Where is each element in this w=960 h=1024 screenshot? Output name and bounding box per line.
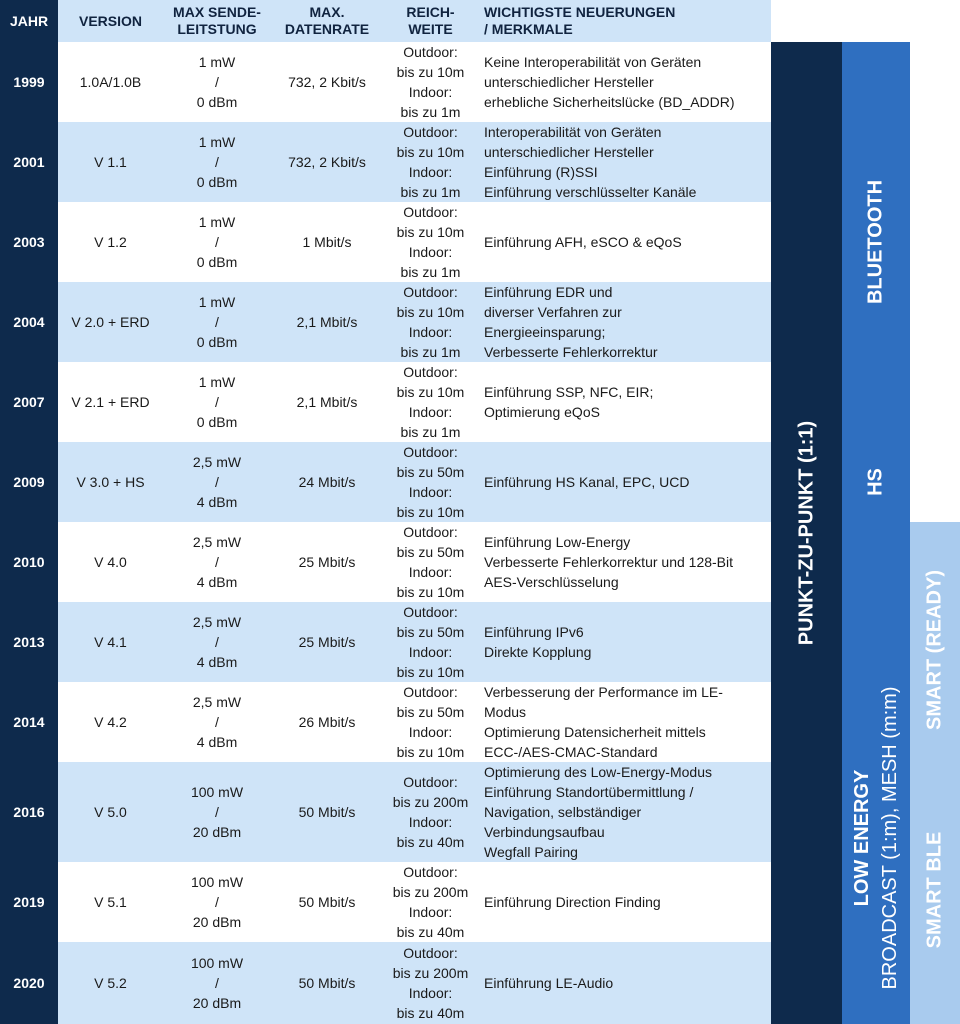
feature-line: Verbesserte Fehlerkorrektur und 128-Bit — [484, 554, 734, 570]
power-cell — [163, 762, 271, 862]
power-line: 0 dBm — [196, 174, 238, 190]
rate-cell: 732, 2 Kbit/s — [271, 122, 383, 202]
range-line: bis zu 50m — [396, 544, 465, 560]
feature-line: erhebliche Sicherheitslücke (BD_ADDR) — [484, 94, 735, 110]
rate-cell: 2,1 Mbit/s — [271, 282, 383, 362]
power-cell — [163, 42, 271, 122]
features-cell — [478, 42, 771, 122]
year-cell: 2014 — [0, 682, 58, 762]
power-line: 0 dBm — [196, 414, 238, 430]
header-rate-line-1: MAX. — [309, 4, 345, 20]
power-line: / — [215, 154, 219, 170]
year-cell: 2010 — [0, 522, 58, 602]
header-power-line-2: LEITSTUNG — [177, 21, 257, 37]
year-cell: 2004 — [0, 282, 58, 362]
feature-line: Einführung AFH, eSCO & eQoS — [484, 234, 682, 250]
power-line: / — [215, 894, 219, 910]
band-punkt-zu-punkt — [771, 42, 842, 1024]
range-line: bis zu 1m — [400, 264, 461, 280]
feature-line: Optimierung eQoS — [484, 404, 600, 420]
header-range — [383, 0, 478, 42]
table-row — [0, 682, 771, 762]
header-features-line-1: WICHTIGSTE NEUERUNGEN — [484, 4, 676, 20]
power-line: 4 dBm — [196, 734, 238, 750]
feature-line: Verbindungsaufbau — [484, 824, 605, 840]
range-line: Outdoor: — [403, 524, 458, 540]
range-line: bis zu 10m — [396, 584, 465, 600]
power-line: / — [215, 554, 219, 570]
feature-line: Keine Interoperabilität von Geräten — [484, 54, 702, 70]
version-cell: V 5.2 — [58, 942, 163, 1024]
rate-cell: 25 Mbit/s — [271, 522, 383, 602]
range-line: bis zu 10m — [396, 304, 465, 320]
range-line: Outdoor: — [403, 774, 458, 790]
range-line: bis zu 10m — [396, 144, 465, 160]
table-header — [0, 0, 771, 42]
range-line: Indoor: — [408, 404, 453, 420]
power-cell — [163, 442, 271, 522]
power-line: 1 mW — [198, 294, 236, 310]
power-line: / — [215, 234, 219, 250]
power-line: 0 dBm — [196, 334, 238, 350]
power-line: 1 mW — [198, 134, 236, 150]
range-cell — [383, 762, 478, 862]
range-line: Outdoor: — [403, 364, 458, 380]
band-bluetooth-label: BLUETOOTH — [864, 179, 887, 305]
power-line: 1 mW — [198, 374, 236, 390]
band-hs-label: HS — [864, 468, 887, 496]
version-cell: V 3.0 + HS — [58, 442, 163, 522]
features-cell — [478, 282, 771, 362]
range-line: Outdoor: — [403, 864, 458, 880]
table-row — [0, 862, 771, 942]
feature-line: AES-Verschlüsselung — [484, 574, 619, 590]
year-cell: 2020 — [0, 942, 58, 1024]
feature-line: Wegfall Pairing — [484, 844, 578, 860]
power-line: 2,5 mW — [192, 534, 242, 550]
range-cell — [383, 522, 478, 602]
features-cell — [478, 362, 771, 442]
rate-cell: 25 Mbit/s — [271, 602, 383, 682]
range-line: bis zu 10m — [396, 664, 465, 680]
power-line: / — [215, 804, 219, 820]
version-cell: V 1.2 — [58, 202, 163, 282]
feature-line: Einführung verschlüsselter Kanäle — [484, 184, 697, 200]
power-line: 0 dBm — [196, 254, 238, 270]
year-cell: 2009 — [0, 442, 58, 522]
features-cell — [478, 602, 771, 682]
rate-cell: 1 Mbit/s — [271, 202, 383, 282]
feature-line: Optimierung des Low-Energy-Modus — [484, 764, 712, 780]
power-line: 4 dBm — [196, 574, 238, 590]
version-cell: 1.0A/1.0B — [58, 42, 163, 122]
feature-line: Einführung HS Kanal, EPC, UCD — [484, 474, 690, 490]
range-line: bis zu 10m — [396, 504, 465, 520]
power-line: 1 mW — [198, 214, 236, 230]
range-line: Outdoor: — [403, 684, 458, 700]
range-line: bis zu 200m — [392, 965, 469, 981]
feature-line: Interoperabilität von Geräten — [484, 124, 662, 140]
range-line: Indoor: — [408, 324, 453, 340]
range-cell — [383, 862, 478, 942]
feature-line: Einführung EDR und — [484, 284, 613, 300]
range-line: bis zu 1m — [400, 104, 461, 120]
range-line: Indoor: — [408, 484, 453, 500]
header-version: VERSION — [58, 0, 163, 42]
feature-line: Modus — [484, 704, 527, 720]
header-year: JAHR — [0, 0, 58, 42]
table-row — [0, 282, 771, 362]
rate-cell: 24 Mbit/s — [271, 442, 383, 522]
range-line: bis zu 200m — [392, 884, 469, 900]
rate-cell: 50 Mbit/s — [271, 762, 383, 862]
range-line: Indoor: — [408, 724, 453, 740]
table-row — [0, 602, 771, 682]
power-line: 20 dBm — [192, 824, 242, 840]
range-line: Outdoor: — [403, 945, 458, 961]
header-rate — [271, 0, 383, 42]
range-line: Indoor: — [408, 814, 453, 830]
power-line: 100 mW — [190, 784, 244, 800]
range-line: Indoor: — [408, 84, 453, 100]
features-cell — [478, 942, 771, 1024]
feature-line: Optimierung Datensicherheit mittels — [484, 724, 706, 740]
power-cell — [163, 202, 271, 282]
header-rate-line-2: DATENRATE — [284, 21, 370, 37]
smart-ble-label: SMART BLE — [923, 831, 946, 949]
feature-line: Einführung IPv6 — [484, 624, 584, 640]
power-line: 1 mW — [198, 54, 236, 70]
version-cell: V 5.0 — [58, 762, 163, 862]
band-bluetooth — [842, 42, 910, 442]
year-cell: 2003 — [0, 202, 58, 282]
feature-line: Navigation, selbständiger — [484, 804, 642, 820]
power-line: 2,5 mW — [192, 614, 242, 630]
year-cell: 1999 — [0, 42, 58, 122]
year-cell: 2007 — [0, 362, 58, 442]
power-line: / — [215, 975, 219, 991]
range-line: bis zu 10m — [396, 744, 465, 760]
version-cell: V 5.1 — [58, 862, 163, 942]
power-line: / — [215, 714, 219, 730]
version-cell: V 4.2 — [58, 682, 163, 762]
band-hs — [842, 442, 910, 522]
power-line: 4 dBm — [196, 654, 238, 670]
power-line: 0 dBm — [196, 94, 238, 110]
table-row — [0, 762, 771, 862]
power-line: / — [215, 474, 219, 490]
table-row — [0, 442, 771, 522]
range-line: bis zu 10m — [396, 64, 465, 80]
table-row — [0, 942, 771, 1024]
rate-cell: 50 Mbit/s — [271, 862, 383, 942]
power-cell — [163, 282, 271, 362]
power-cell — [163, 942, 271, 1024]
range-cell — [383, 282, 478, 362]
header-power — [163, 0, 271, 42]
power-line: 20 dBm — [192, 995, 242, 1011]
feature-line: Verbesserung der Performance im LE- — [484, 684, 723, 700]
features-cell — [478, 862, 771, 942]
version-cell: V 1.1 — [58, 122, 163, 202]
range-line: bis zu 1m — [400, 424, 461, 440]
rate-cell: 732, 2 Kbit/s — [271, 42, 383, 122]
header-features-line-2: / MERKMALE — [484, 21, 573, 37]
range-line: bis zu 1m — [400, 344, 461, 360]
year-cell: 2019 — [0, 862, 58, 942]
features-cell — [478, 202, 771, 282]
power-line: 100 mW — [190, 874, 244, 890]
features-cell — [478, 522, 771, 602]
features-cell — [478, 442, 771, 522]
header-range-line-2: WEITE — [408, 21, 453, 37]
feature-line: Verbesserte Fehlerkorrektur — [484, 344, 658, 360]
range-line: Indoor: — [408, 904, 453, 920]
band-smart — [910, 522, 960, 1024]
range-cell — [383, 442, 478, 522]
range-line: bis zu 50m — [396, 704, 465, 720]
rate-cell: 50 Mbit/s — [271, 942, 383, 1024]
feature-line: Einführung Standortübermittlung / — [484, 784, 694, 800]
features-cell — [478, 122, 771, 202]
range-line: bis zu 40m — [396, 1005, 465, 1021]
year-cell: 2013 — [0, 602, 58, 682]
range-line: bis zu 10m — [396, 384, 465, 400]
range-line: Outdoor: — [403, 284, 458, 300]
header-features — [478, 0, 771, 42]
power-cell — [163, 602, 271, 682]
version-cell: V 2.1 + ERD — [58, 362, 163, 442]
range-cell — [383, 682, 478, 762]
feature-line: unterschiedlicher Hersteller — [484, 74, 654, 90]
power-line: / — [215, 394, 219, 410]
power-cell — [163, 362, 271, 442]
power-cell — [163, 122, 271, 202]
range-cell — [383, 602, 478, 682]
band-low-energy-label — [848, 687, 904, 990]
feature-line: Einführung Direction Finding — [484, 894, 661, 910]
table-row — [0, 202, 771, 282]
power-line: / — [215, 314, 219, 330]
range-line: Outdoor: — [403, 124, 458, 140]
year-cell: 2001 — [0, 122, 58, 202]
feature-line: Einführung (R)SSI — [484, 164, 598, 180]
feature-line: Einführung LE-Audio — [484, 975, 614, 991]
feature-line: Einführung SSP, NFC, EIR; — [484, 384, 654, 400]
range-line: Outdoor: — [403, 204, 458, 220]
version-cell: V 4.1 — [58, 602, 163, 682]
range-line: bis zu 50m — [396, 624, 465, 640]
range-line: Indoor: — [408, 244, 453, 260]
year-cell: 2016 — [0, 762, 58, 862]
power-line: 100 mW — [190, 955, 244, 971]
version-cell: V 4.0 — [58, 522, 163, 602]
power-line: / — [215, 74, 219, 90]
range-line: Indoor: — [408, 164, 453, 180]
range-line: Outdoor: — [403, 444, 458, 460]
range-line: bis zu 200m — [392, 794, 469, 810]
range-cell — [383, 362, 478, 442]
features-cell — [478, 682, 771, 762]
power-line: / — [215, 634, 219, 650]
features-cell — [478, 762, 771, 862]
power-line: 2,5 mW — [192, 454, 242, 470]
range-cell — [383, 42, 478, 122]
header-range-line-1: REICH- — [406, 4, 455, 20]
range-cell — [383, 122, 478, 202]
range-line: Outdoor: — [403, 44, 458, 60]
range-line: Indoor: — [408, 985, 453, 1001]
band-punkt-zu-punkt-label: PUNKT-ZU-PUNKT (1:1) — [795, 420, 817, 646]
rate-cell: 26 Mbit/s — [271, 682, 383, 762]
table-row — [0, 362, 771, 442]
range-line: bis zu 10m — [396, 224, 465, 240]
table-row — [0, 122, 771, 202]
band-low-energy — [842, 522, 910, 1024]
feature-line: diverser Verfahren zur — [484, 304, 622, 320]
range-line: Outdoor: — [403, 604, 458, 620]
feature-line: ECC-/AES-CMAC-Standard — [484, 744, 658, 760]
feature-line: Einführung Low-Energy — [484, 534, 631, 550]
range-line: bis zu 40m — [396, 834, 465, 850]
feature-line: unterschiedlicher Hersteller — [484, 144, 654, 160]
power-cell — [163, 862, 271, 942]
header-power-line-1: MAX SENDE- — [173, 4, 261, 20]
low-energy-title: LOW ENERGY — [851, 769, 873, 907]
power-line: 20 dBm — [192, 914, 242, 930]
range-cell — [383, 942, 478, 1024]
range-line: bis zu 50m — [396, 464, 465, 480]
range-line: Indoor: — [408, 644, 453, 660]
power-cell — [163, 522, 271, 602]
rate-cell: 2,1 Mbit/s — [271, 362, 383, 442]
range-line: Indoor: — [408, 564, 453, 580]
power-line: 4 dBm — [196, 494, 238, 510]
low-energy-subtitle: BROADCAST (1:m), MESH (m:m) — [879, 686, 901, 990]
power-line: 2,5 mW — [192, 694, 242, 710]
feature-line: Direkte Kopplung — [484, 644, 592, 660]
table-row — [0, 42, 771, 122]
range-cell — [383, 202, 478, 282]
range-line: bis zu 1m — [400, 184, 461, 200]
feature-line: Energieeinsparung; — [484, 324, 606, 340]
table-row — [0, 522, 771, 602]
smart-ready-label: SMART (READY) — [923, 570, 946, 730]
power-cell — [163, 682, 271, 762]
range-line: bis zu 40m — [396, 924, 465, 940]
version-cell: V 2.0 + ERD — [58, 282, 163, 362]
